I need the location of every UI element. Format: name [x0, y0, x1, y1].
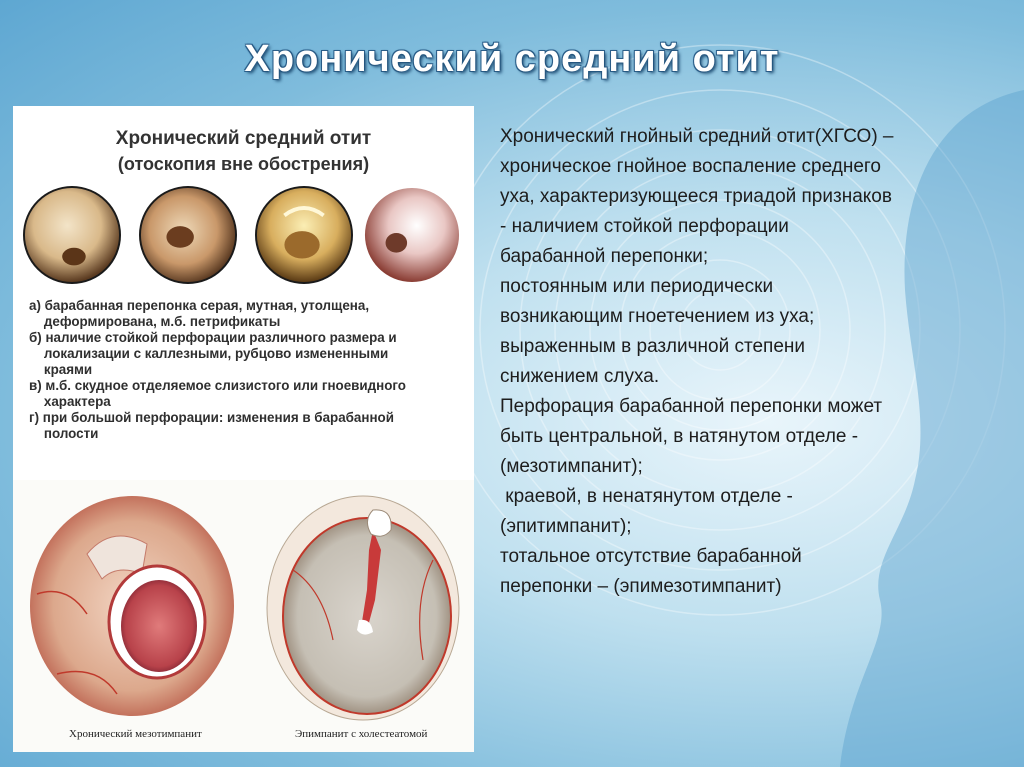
- legend-line: локализации с каллезными, рубцово измененными: [29, 346, 389, 361]
- slide-title: Хронический средний отит: [244, 38, 780, 80]
- otoscopy-image-1: [23, 186, 121, 284]
- otoscopy-figure: [13, 106, 474, 480]
- legend-line: в) м.б. скудное отделяемое слизистого или гноевидного: [29, 378, 406, 393]
- figure-legend: [29, 298, 469, 442]
- figure-title: Хронический средний отит: [115, 128, 372, 149]
- body-line: краевой, в ненатянутом отделе -: [500, 486, 793, 507]
- legend-line: характера: [29, 394, 111, 409]
- legend-line: краями: [29, 362, 93, 377]
- caption-right: Эпимпанит с холестеатомой: [295, 728, 428, 740]
- body-line: выраженным в различной степени: [500, 336, 806, 357]
- figure-subtitle: (отоскопия вне обострения): [117, 154, 370, 174]
- body-text: [500, 122, 1010, 602]
- body-line: возникающим гноетечением из уха;: [500, 306, 815, 327]
- mesotympanitis-illustration: [27, 494, 237, 724]
- legend-line: деформирована, м.б. петрификаты: [29, 314, 281, 329]
- body-line: (мезотимпанит);: [500, 456, 643, 477]
- legend-line: б) наличие стойкой перфорации различного размера и: [29, 330, 397, 345]
- otoscopy-image-4: [363, 186, 461, 284]
- epitympanitis-illustration: [263, 490, 463, 726]
- legend-line: а) барабанная перепонка серая, мутная, утолщена,: [29, 298, 370, 313]
- body-line: снижением слуха.: [500, 366, 660, 387]
- body-line: (эпитимпанит);: [500, 516, 632, 537]
- body-line: Перфорация барабанной перепонки может: [500, 396, 883, 417]
- body-line: барабанной перепонки;: [500, 246, 709, 267]
- legend-line: полости: [29, 426, 99, 441]
- body-line: уха, характеризующееся триадой признаков: [500, 186, 892, 207]
- body-line: - наличием стойкой перфорации: [500, 216, 789, 237]
- body-line: быть центральной, в натянутом отделе -: [500, 426, 859, 447]
- otoscopy-image-3: [255, 186, 353, 284]
- body-line: постоянным или периодически: [500, 276, 774, 297]
- body-line: перепонки – (эпимезотимпанит): [500, 576, 782, 597]
- caption-left: Хронический мезотимпанит: [69, 728, 202, 740]
- body-line: Хронический гнойный средний отит(ХГСО) –: [500, 126, 894, 147]
- illustrations-panel: [13, 480, 474, 752]
- legend-line: г) при большой перфорации: изменения в барабанной: [29, 410, 394, 425]
- otoscopy-image-2: [139, 186, 237, 284]
- body-line: хроническое гнойное воспаление среднего: [500, 156, 882, 177]
- body-line: тотальное отсутствие барабанной: [500, 546, 802, 567]
